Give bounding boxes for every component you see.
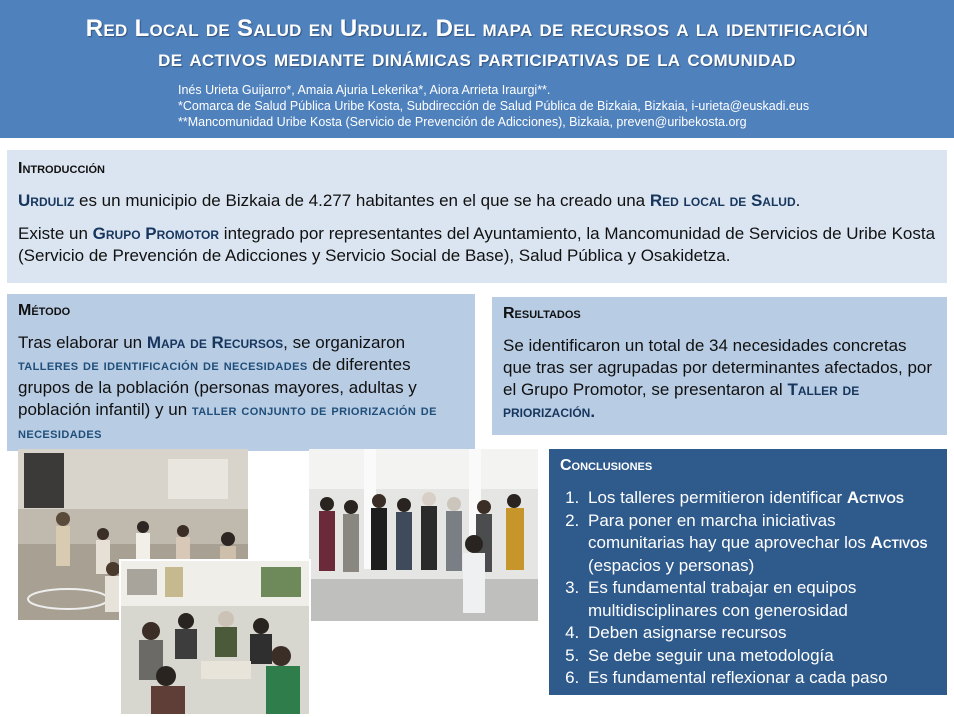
keyword-activos: Activos bbox=[846, 488, 904, 507]
keyword-red-local: Red local de Salud bbox=[649, 191, 796, 210]
title-line-1: Red Local de Salud en Urduliz. Del mapa de recursos a la identificación bbox=[85, 15, 869, 42]
conclusions-list bbox=[560, 487, 936, 690]
conclusion-1-text: Los talleres permitieron identificar bbox=[588, 488, 847, 507]
keyword-urduliz: Urduliz bbox=[18, 191, 75, 210]
conclusions-title: Conclusiones bbox=[560, 457, 653, 474]
intro-text-end: . bbox=[795, 191, 801, 210]
method-paragraph bbox=[18, 332, 464, 445]
method-text-1: Tras elaborar un bbox=[18, 333, 147, 352]
keyword-taller-priorizacion: Taller de priorización. bbox=[503, 380, 860, 421]
poster-title bbox=[0, 0, 954, 74]
method-text-2: , se organizaron bbox=[283, 333, 406, 352]
results-paragraph bbox=[503, 335, 936, 423]
results-section bbox=[492, 297, 947, 435]
poster-header bbox=[0, 0, 954, 138]
introduction-title: Introducción bbox=[18, 160, 105, 177]
keyword-grupo-promotor: Grupo Promotor bbox=[92, 224, 220, 243]
authors: Inés Urieta Guijarro*, Amaia Ajuria Lekerika*, Aiora Arrieta Iraurgi**. bbox=[178, 83, 551, 97]
method-title: Método bbox=[18, 302, 71, 319]
photo-adults-workshop bbox=[309, 449, 538, 621]
conclusion-item-3: 3. Es fundamental trabajar en equipos multidisciplinares con generosidad bbox=[584, 577, 936, 622]
conclusion-item-6: 6. Es fundamental reflexionar a cada paso bbox=[584, 667, 936, 690]
keyword-mapa-recursos: Mapa de Recursos bbox=[146, 333, 284, 352]
intro-text-2b: integrado por representantes del Ayuntamiento, la Mancomunidad de Servicios de Uribe Kosta (Servicio de Prevención de Adicciones y Servicio Social de Base), Salud Pública y Osakidetza. bbox=[18, 224, 936, 265]
keyword-talleres: talleres de identificación de necesidades bbox=[18, 357, 308, 374]
conclusion-item-5: 5. Se debe seguir una metodología bbox=[584, 645, 936, 668]
photo-group-discussion bbox=[119, 559, 311, 716]
introduction-paragraph-1 bbox=[18, 190, 936, 212]
intro-text-1: es un municipio de Bizkaia de 4.277 habitantes en el que se ha creado una bbox=[74, 191, 650, 210]
conclusion-2-text: Para poner en marcha iniciativas comunitarias hay que aprovechar los bbox=[588, 510, 871, 552]
title-line-2: de activos mediante dinámicas participativas de la comunidad bbox=[158, 45, 796, 72]
keyword-taller-conjunto: taller conjunto de priorización de necesidades bbox=[18, 402, 437, 442]
results-text: Se identificaron un total de 34 necesidades concretas que tras ser agrupadas por determinantes afectados, por el Grupo Promotor, se presentaron al bbox=[503, 336, 933, 399]
introduction-section bbox=[7, 150, 947, 283]
affiliation-1: *Comarca de Salud Pública Uribe Kosta, Subdirección de Salud Pública de Bizkaia, Bizkaia, i-urieta@euskadi.eus bbox=[178, 99, 810, 113]
conclusion-item-1 bbox=[584, 487, 936, 510]
method-section bbox=[7, 294, 475, 451]
results-title: Resultados bbox=[503, 305, 581, 322]
conclusions-section bbox=[549, 449, 947, 695]
keyword-activos-2: Activos bbox=[870, 533, 928, 552]
conclusion-item-2 bbox=[584, 510, 936, 578]
affiliation-2: **Mancomunidad Uribe Kosta (Servicio de Prevención de Adicciones), Bizkaia, preven@uribekosta.org bbox=[178, 115, 747, 129]
conclusion-item-4: 4. Deben asignarse recursos bbox=[584, 622, 936, 645]
method-text-3: de diferentes grupos de la población (personas mayores, adultas y población infantil) y un bbox=[18, 355, 417, 419]
authors-block bbox=[178, 82, 809, 130]
introduction-paragraph-2 bbox=[18, 223, 936, 267]
conclusion-2-end: (espacios y personas) bbox=[588, 555, 755, 575]
intro-text-2a: Existe un bbox=[18, 224, 93, 243]
